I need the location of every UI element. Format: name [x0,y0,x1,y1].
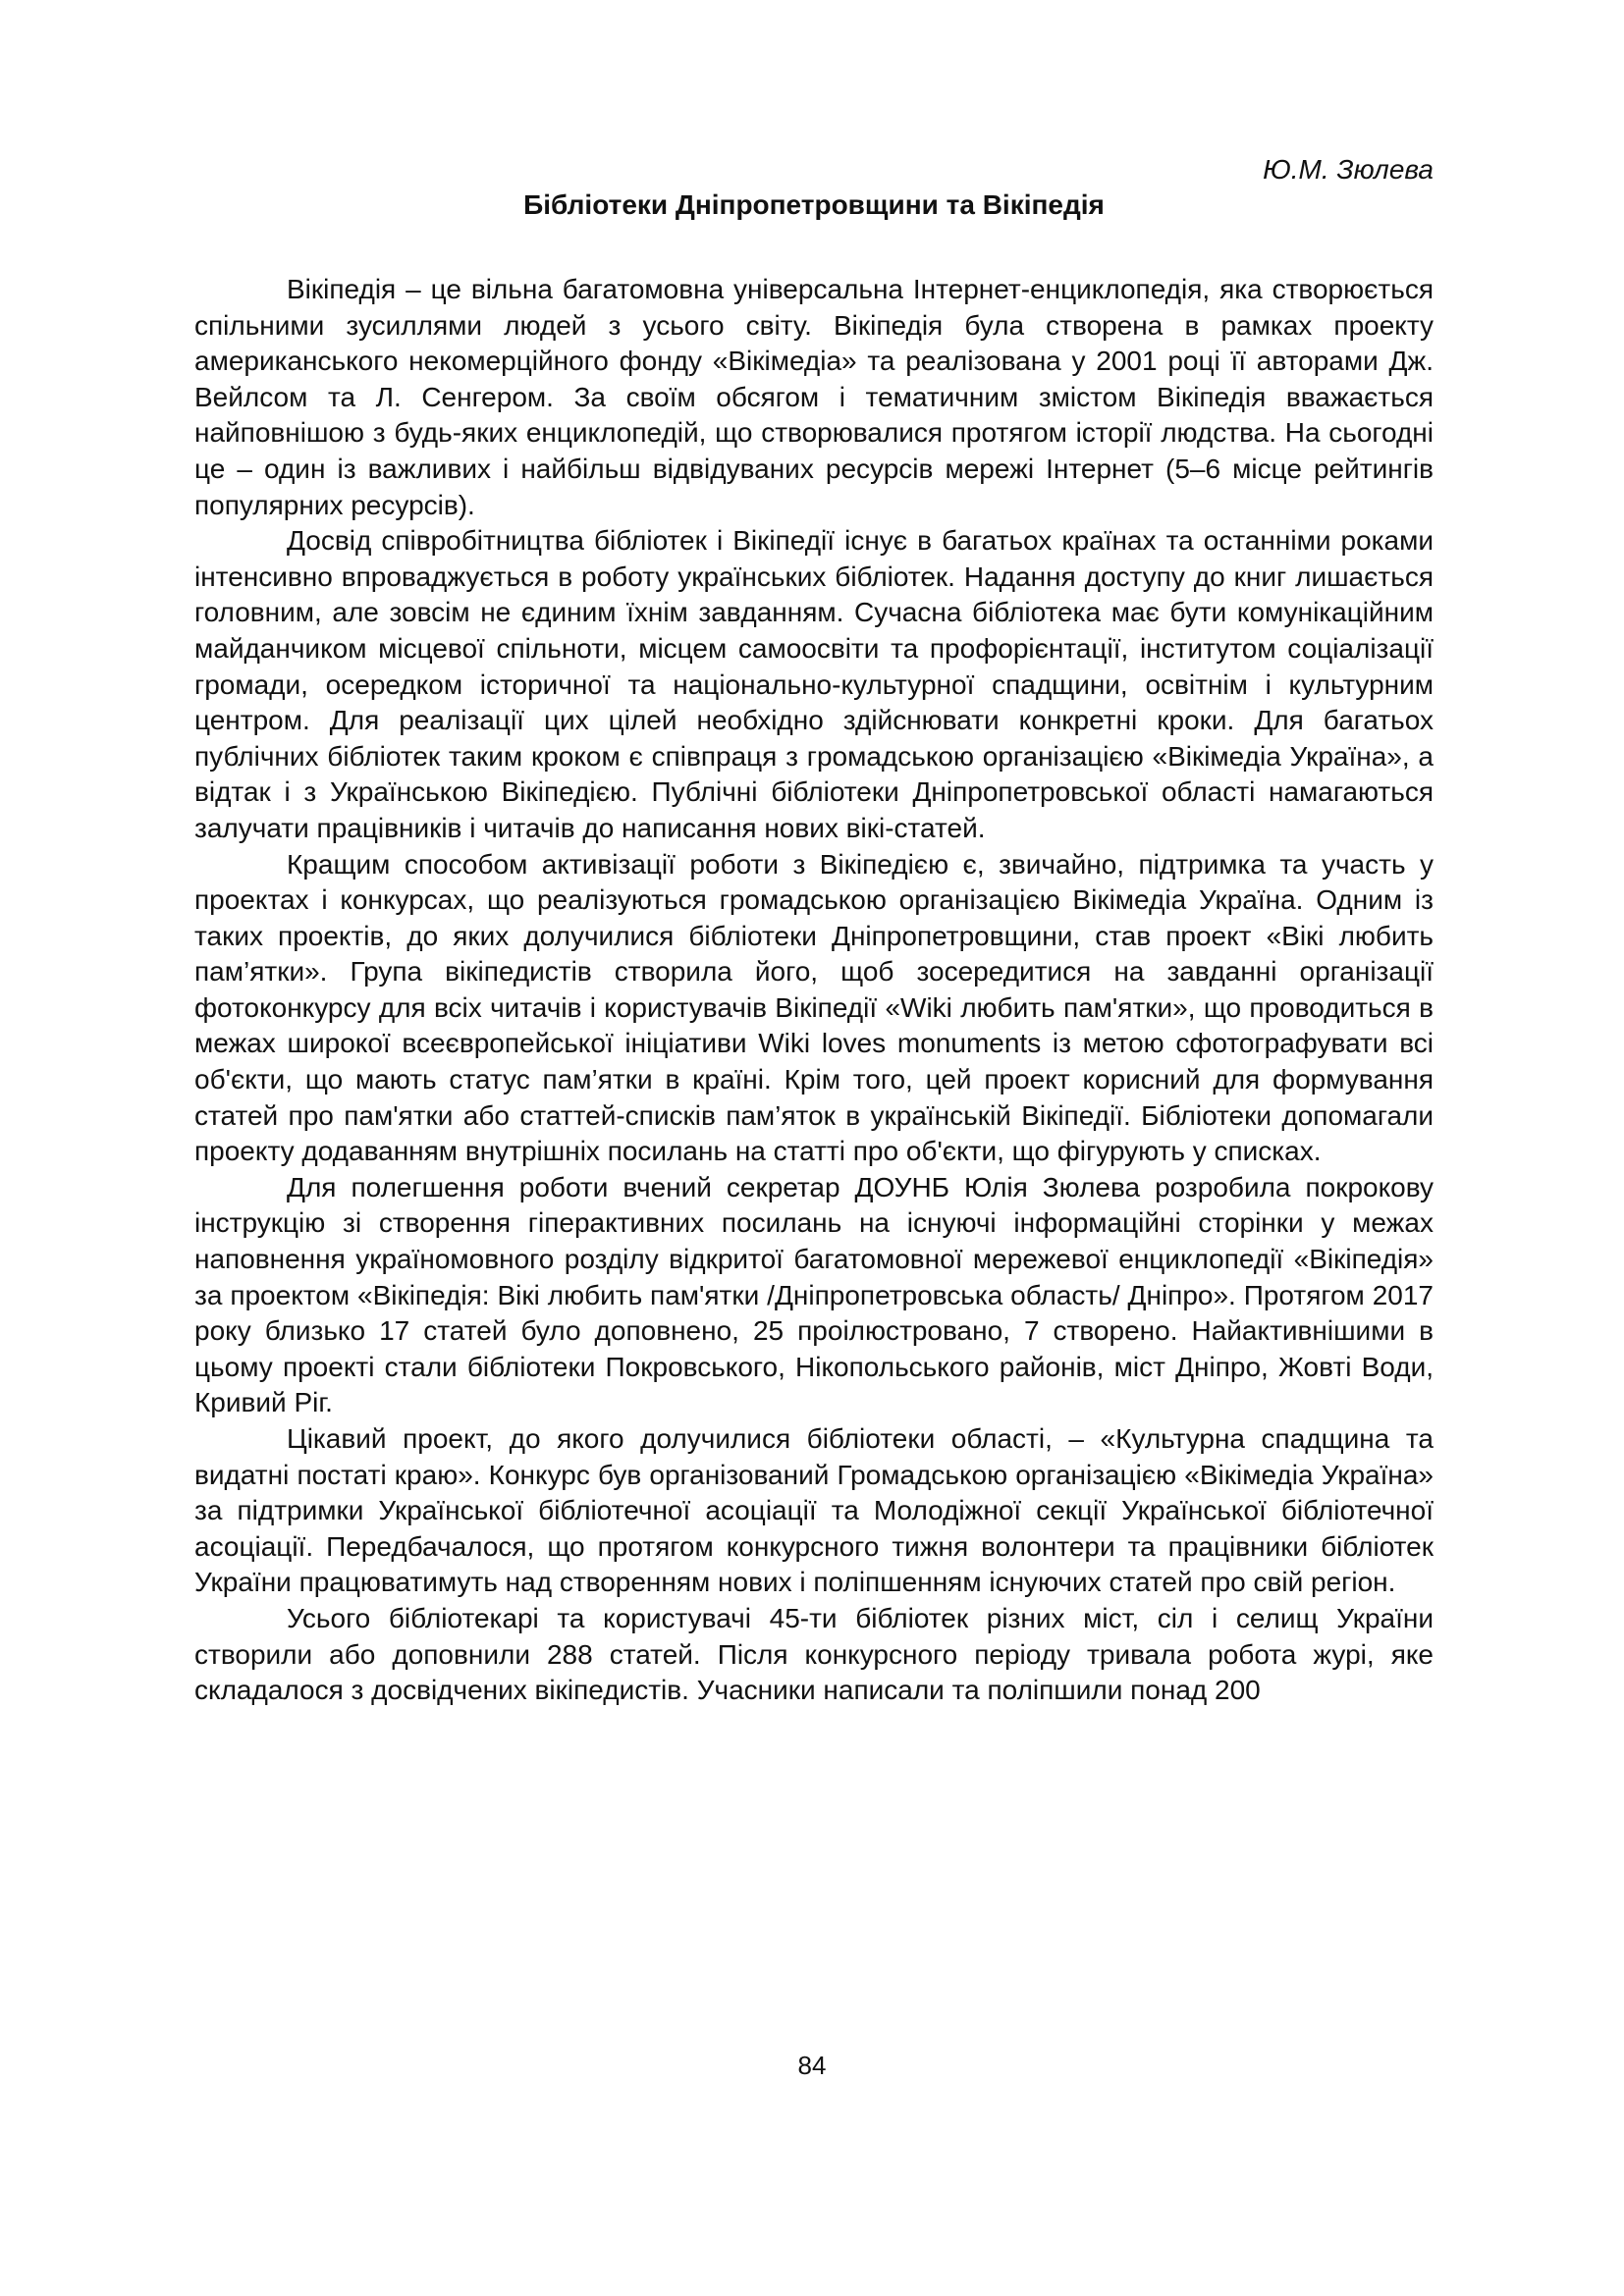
paragraph: Вікіпедія – це вільна багатомовна універсальна Інтернет-енциклопедія, яка створюється спільними зусиллями людей з усього світу. Вікіпедія була створена в рамках проекту американського некомерційного фонду «Вікімедіа» та реалізована у 2001 році її авторами Дж. Вейлсом та Л. Сенгером. За своїм обсягом і тематичним змістом Вікіпедія вважається найповнішою з будь-яких енциклопедій, що створювалися протягом історії людства. На сьогодні це – один із важливих і найбільш відвідуваних ресурсів мережі Інтернет (5–6 місце рейтингів популярних ресурсів). [194,274,1434,520]
paragraph: Усього бібліотекарі та користувачі 45-ти бібліотек різних міст, сіл і селищ України створили або доповнили 288 статей. Після конкурсного періоду тривала робота журі, яке складалося з досвідчених вікіпедистів. Учасники написали та поліпшили понад 200 [194,1602,1434,1706]
article-body [194,272,1434,1709]
article-title: Бібліотеки Дніпропетровщини та Вікіпедія [523,189,1105,220]
page-number: 84 [797,2051,827,2080]
paragraph: Кращим способом активізації роботи з Вікіпедією є, звичайно, підтримка та участь у проектах і конкурсах, що реалізуються громадською організацією Вікімедіа Україна. Одним із таких проектів, до яких долучилися бібліотеки Дніпропетровщини, став проект «Вікі любить пам’ятки». Група вікіпедистів створила його, щоб зосередитися на завданні організації фотоконкурсу для всіх читачів і користувачів Вікіпедії «Wiki любить пам'ятки», що проводиться в межах широкої всеєвропейської ініціативи Wiki loves monuments із метою сфотографувати всі об'єкти, що мають статус пам’ятки в країні. Крім того, цей проект корисний для формування статей про пам'ятки або статтей-списків пам’яток в українській Вікіпедії. Бібліотеки допомагали проекту додаванням внутрішніх посилань на статті про об'єкти, що фігурують у списках. [194,848,1434,1167]
paragraph: Для полегшення роботи вчений секретар ДОУНБ Юлія Зюлева розробила покрокову інструкцію зі створення гіперактивних посилань на існуючі інформаційні сторінки у межах наповнення україномовного розділу відкритої багатомовної мережевої енциклопедії «Вікіпедія» за проектом «Вікіпедія: Вікі любить пам'ятки /Дніпропетровська область/ Дніпро». Протягом 2017 року близько 17 статей було доповнено, 25 проілюстровано, 7 створено. Найактивнішими в цьому проекті стали бібліотеки Покровського, Нікопольського районів, міст Дніпро, Жовті Води, Кривий Ріг. [194,1171,1434,1418]
document-page [194,152,1434,1709]
paragraph: Досвід співробітництва бібліотек і Вікіпедії існує в багатьох країнах та останніми роками інтенсивно впроваджується в роботу українських бібліотек. Надання доступу до книг лишається головним, але зовсім не єдиним їхнім завданням. Сучасна бібліотека має бути комунікаційним майданчиком місцевої спільноти, місцем самоосвіти та профорієнтації, інститутом соціалізації громади, осередком історичної та національно-культурної спадщини, освітнім і культурним центром. Для реалізації цих цілей необхідно здійснювати конкретні кроки. Для багатьох публічних бібліотек таким кроком є співпраця з громадською організацією «Вікімедіа Україна», а відтак і з Українською Вікіпедією. Публічні бібліотеки Дніпропетровської області намагаються залучати працівників і читачів до написання нових вікі-статей. [194,525,1434,843]
author-name: Ю.М. Зюлева [1263,154,1434,185]
paragraph: Цікавий проект, до якого долучилися бібліотеки області, – «Культурна спадщина та видатні постаті краю». Конкурс був організований Громадською організацією «Вікімедіа Україна» за підтримки Української бібліотечної асоціації та Молодіжної секції Української бібліотечної асоціації. Передбачалося, що протягом конкурсного тижня волонтери та працівники бібліотек України працюватимуть над створенням нових і поліпшенням існуючих статей про свій регіон. [194,1423,1434,1598]
